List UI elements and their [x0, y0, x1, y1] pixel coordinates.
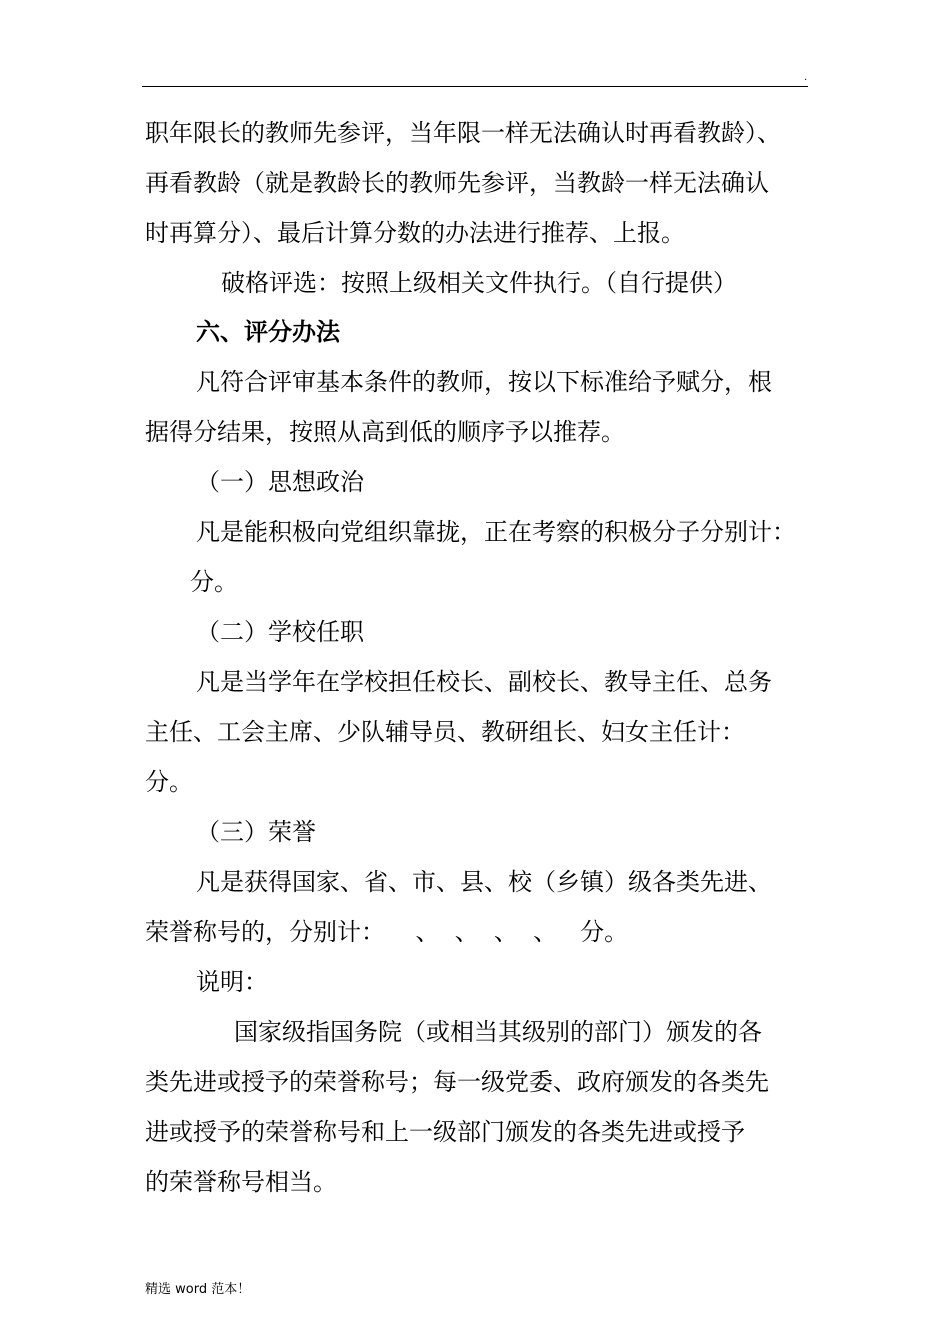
- section-heading: 六、评分办法: [196, 318, 340, 346]
- paragraph-line: 荣誉称号的，分别计： 、 、 、 、 分。: [145, 918, 629, 946]
- paragraph-line: 凡是能积极向党组织靠拢，正在考察的积极分子分别计：: [196, 518, 796, 546]
- header-mark: .: [804, 72, 808, 83]
- paragraph-line: 分。: [190, 568, 238, 596]
- paragraph-line: 再看教龄（就是教龄长的教师先参评，当教龄一样无法确认: [145, 169, 769, 197]
- subsection-heading: （三）荣誉: [196, 818, 316, 846]
- note-label: 说明：: [196, 968, 268, 996]
- paragraph-line: 进或授予的荣誉称号和上一级部门颁发的各类先进或授予: [145, 1118, 745, 1146]
- paragraph-line: 国家级指国务院（或相当其级别的部门）颁发的各: [234, 1018, 762, 1046]
- paragraph-line: 凡符合评审基本条件的教师，按以下标准给予赋分，根: [196, 368, 772, 396]
- paragraph-line: 职年限长的教师先参评，当年限一样无法确认时再看教龄）、: [145, 119, 781, 147]
- paragraph-line: 时再算分）、最后计算分数的办法进行推荐、上报。: [145, 219, 685, 247]
- paragraph-line: 的荣誉称号相当。: [145, 1168, 337, 1196]
- header-rule: [142, 86, 808, 87]
- paragraph-line: 主任、工会主席、少队辅导员、教研组长、妇女主任计：: [145, 718, 745, 746]
- page-footer: 精选 word 范本！: [145, 1282, 251, 1297]
- paragraph-line: 凡是获得国家、省、市、县、校（乡镇）级各类先进、: [196, 868, 772, 896]
- paragraph-line: 凡是当学年在学校担任校长、副校长、教导主任、总务: [196, 668, 772, 696]
- paragraph-line: 类先进或授予的荣誉称号；每一级党委、政府颁发的各类先: [145, 1068, 769, 1096]
- paragraph-line: 分。: [145, 768, 193, 796]
- paragraph-line: 据得分结果，按照从高到低的顺序予以推荐。: [145, 418, 625, 446]
- subsection-heading: （二）学校任职: [196, 618, 364, 646]
- subsection-heading: （一）思想政治: [196, 468, 364, 496]
- paragraph-line: 破格评选：按照上级相关文件执行。（自行提供）: [221, 269, 737, 297]
